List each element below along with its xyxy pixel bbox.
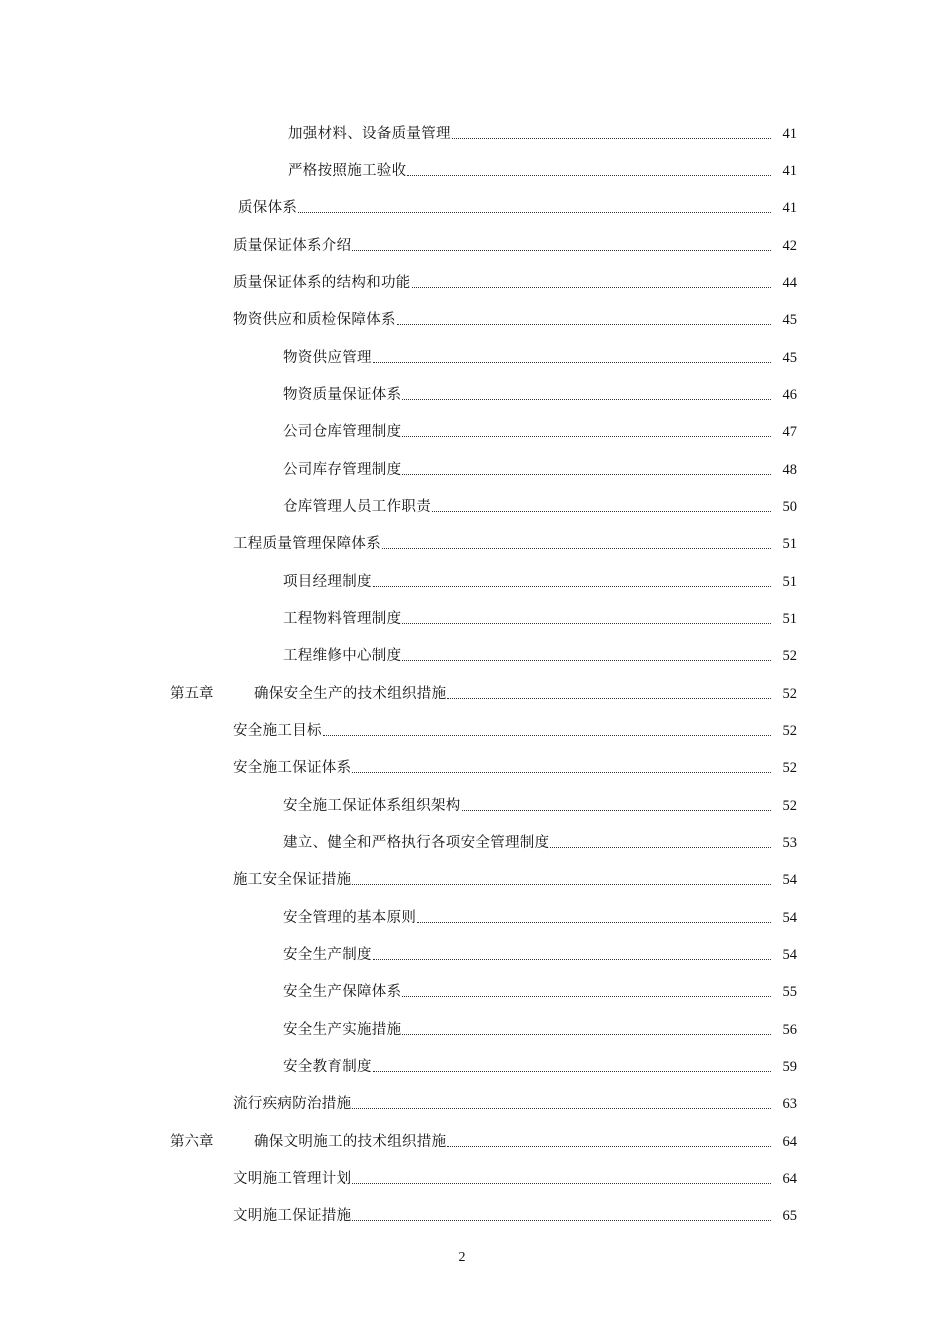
toc-entry-title: 文明施工保证措施: [233, 1208, 352, 1224]
toc-entry[interactable]: [283, 643, 797, 665]
toc-chapter-entry[interactable]: [170, 681, 797, 703]
toc-entry-title: 工程维修中心制度: [283, 648, 402, 664]
toc-entry-page: 52: [782, 760, 797, 776]
dot-leader: [352, 883, 771, 885]
toc-entry[interactable]: [288, 158, 797, 180]
dot-leader: [447, 1145, 771, 1147]
toc-entry-page: 47: [782, 424, 797, 440]
toc-entry[interactable]: [283, 606, 797, 628]
toc-entry[interactable]: [233, 1166, 797, 1188]
toc-entry[interactable]: [283, 979, 797, 1001]
toc-entry-title: 质量保证体系的结构和功能: [233, 275, 411, 291]
toc-entry-page: 52: [782, 723, 797, 739]
toc-entry[interactable]: [283, 942, 797, 964]
toc-entry-page: 42: [782, 238, 797, 254]
toc-entry-title: 安全教育制度: [283, 1059, 372, 1075]
dot-leader: [402, 622, 771, 624]
toc-entry[interactable]: [283, 382, 797, 404]
toc-entry-page: 45: [782, 350, 797, 366]
toc-entry-page: 50: [782, 499, 797, 515]
toc-entry[interactable]: [283, 345, 797, 367]
dot-leader: [462, 809, 771, 811]
toc-entry-title: 公司仓库管理制度: [283, 424, 402, 440]
toc-entry[interactable]: [283, 494, 797, 516]
dot-leader: [298, 211, 771, 213]
toc-entry-title: 严格按照施工验收: [288, 163, 407, 179]
dot-leader: [402, 473, 771, 475]
toc-entry[interactable]: [283, 457, 797, 479]
toc-entry-title: 质保体系: [238, 200, 298, 216]
toc-entry[interactable]: [283, 569, 797, 591]
toc-entry-title: 物资供应和质检保障体系: [233, 312, 396, 328]
toc-entry[interactable]: [288, 121, 797, 143]
dot-leader: [352, 1219, 771, 1221]
toc-entry-page: 41: [782, 163, 797, 179]
toc-entry-title: 确保文明施工的技术组织措施: [254, 1134, 447, 1150]
toc-entry[interactable]: [233, 1091, 797, 1113]
toc-entry-title: 工程质量管理保障体系: [233, 536, 381, 552]
toc-entry-title: 加强材料、设备质量管理: [288, 126, 451, 142]
dot-leader: [412, 286, 771, 288]
dot-leader: [447, 697, 771, 699]
toc-entry[interactable]: [233, 270, 797, 292]
toc-entry-title: 仓库管理人员工作职责: [283, 499, 431, 515]
toc-entry[interactable]: [283, 1054, 797, 1076]
toc-entry-title: 流行疾病防治措施: [233, 1096, 352, 1112]
toc-entry-title: 工程物料管理制度: [283, 611, 402, 627]
dot-leader: [382, 547, 771, 549]
dot-leader: [352, 1107, 771, 1109]
dot-leader: [323, 734, 771, 736]
dot-leader: [397, 323, 771, 325]
toc-entry-title: 安全管理的基本原则: [283, 910, 417, 926]
toc-entry-page: 52: [782, 648, 797, 664]
toc-entry-title: 施工安全保证措施: [233, 872, 352, 888]
toc-entry-title: 文明施工管理计划: [233, 1171, 352, 1187]
toc-entry-title: 确保安全生产的技术组织措施: [254, 686, 447, 702]
toc-entry-page: 59: [782, 1059, 797, 1075]
toc-entry-page: 51: [782, 536, 797, 552]
toc-entry-page: 48: [782, 462, 797, 478]
toc-entry-title: 公司库存管理制度: [283, 462, 402, 478]
toc-entry-title: 项目经理制度: [283, 574, 372, 590]
toc-entry-page: 55: [782, 984, 797, 1000]
toc-entry-title: 安全施工目标: [233, 723, 322, 739]
toc-entry[interactable]: [233, 1203, 797, 1225]
toc-entry-page: 54: [782, 872, 797, 888]
dot-leader: [373, 1070, 771, 1072]
toc-entry-title: 物资供应管理: [283, 350, 372, 366]
dot-leader: [352, 1182, 771, 1184]
toc-entry[interactable]: [233, 531, 797, 553]
toc-entry-page: 65: [782, 1208, 797, 1224]
dot-leader: [417, 921, 771, 923]
dot-leader: [402, 659, 771, 661]
toc-entry[interactable]: [283, 830, 797, 852]
toc-entry-page: 52: [782, 798, 797, 814]
toc-entry-title: 安全生产实施措施: [283, 1022, 402, 1038]
toc-entry-title: 质量保证体系介绍: [233, 238, 352, 254]
toc-entry-page: 51: [782, 611, 797, 627]
toc-entry-page: 56: [782, 1022, 797, 1038]
toc-chapter-number: 第六章: [170, 1134, 214, 1150]
toc-entry-page: 53: [782, 835, 797, 851]
dot-leader: [402, 398, 771, 400]
dot-leader: [373, 361, 771, 363]
toc-entry-title: 安全施工保证体系: [233, 760, 352, 776]
toc-entry-title: 安全施工保证体系组织架构: [283, 798, 461, 814]
toc-entry-page: 63: [782, 1096, 797, 1112]
toc-entry[interactable]: [233, 867, 797, 889]
dot-leader: [452, 137, 771, 139]
toc-entry-page: 46: [782, 387, 797, 403]
dot-leader: [402, 995, 771, 997]
toc-entry-page: 52: [782, 686, 797, 702]
toc-entry[interactable]: [283, 905, 797, 927]
toc-entry-title: 安全生产制度: [283, 947, 372, 963]
toc-entry[interactable]: [238, 195, 797, 217]
page-number: 2: [458, 1250, 466, 1265]
toc-entry-page: 51: [782, 574, 797, 590]
toc-entry[interactable]: [233, 307, 797, 329]
toc-entry[interactable]: [283, 793, 797, 815]
toc-entry[interactable]: [233, 755, 797, 777]
toc-entry-page: 44: [782, 275, 797, 291]
dot-leader: [373, 958, 771, 960]
toc-entry-page: 54: [782, 910, 797, 926]
toc-entry[interactable]: [283, 419, 797, 441]
toc-chapter-number: 第五章: [170, 686, 214, 702]
dot-leader: [402, 435, 771, 437]
toc-entry-title: 安全生产保障体系: [283, 984, 402, 1000]
dot-leader: [373, 585, 771, 587]
dot-leader: [402, 1033, 771, 1035]
dot-leader: [352, 771, 771, 773]
toc-entry[interactable]: [233, 718, 797, 740]
toc-entry[interactable]: [283, 1017, 797, 1039]
dot-leader: [352, 249, 771, 251]
toc-entry[interactable]: [233, 233, 797, 255]
toc-entry-page: 64: [782, 1171, 797, 1187]
toc-entry-title: 物资质量保证体系: [283, 387, 402, 403]
toc-entry-page: 45: [782, 312, 797, 328]
dot-leader: [550, 846, 771, 848]
dot-leader: [432, 510, 771, 512]
toc-chapter-entry[interactable]: [170, 1129, 797, 1151]
toc-entry-page: 64: [782, 1134, 797, 1150]
dot-leader: [407, 174, 771, 176]
toc-entry-page: 54: [782, 947, 797, 963]
toc-entry-title: 建立、健全和严格执行各项安全管理制度: [283, 835, 550, 851]
toc-entry-page: 41: [782, 200, 797, 216]
toc-entry-page: 41: [782, 126, 797, 142]
